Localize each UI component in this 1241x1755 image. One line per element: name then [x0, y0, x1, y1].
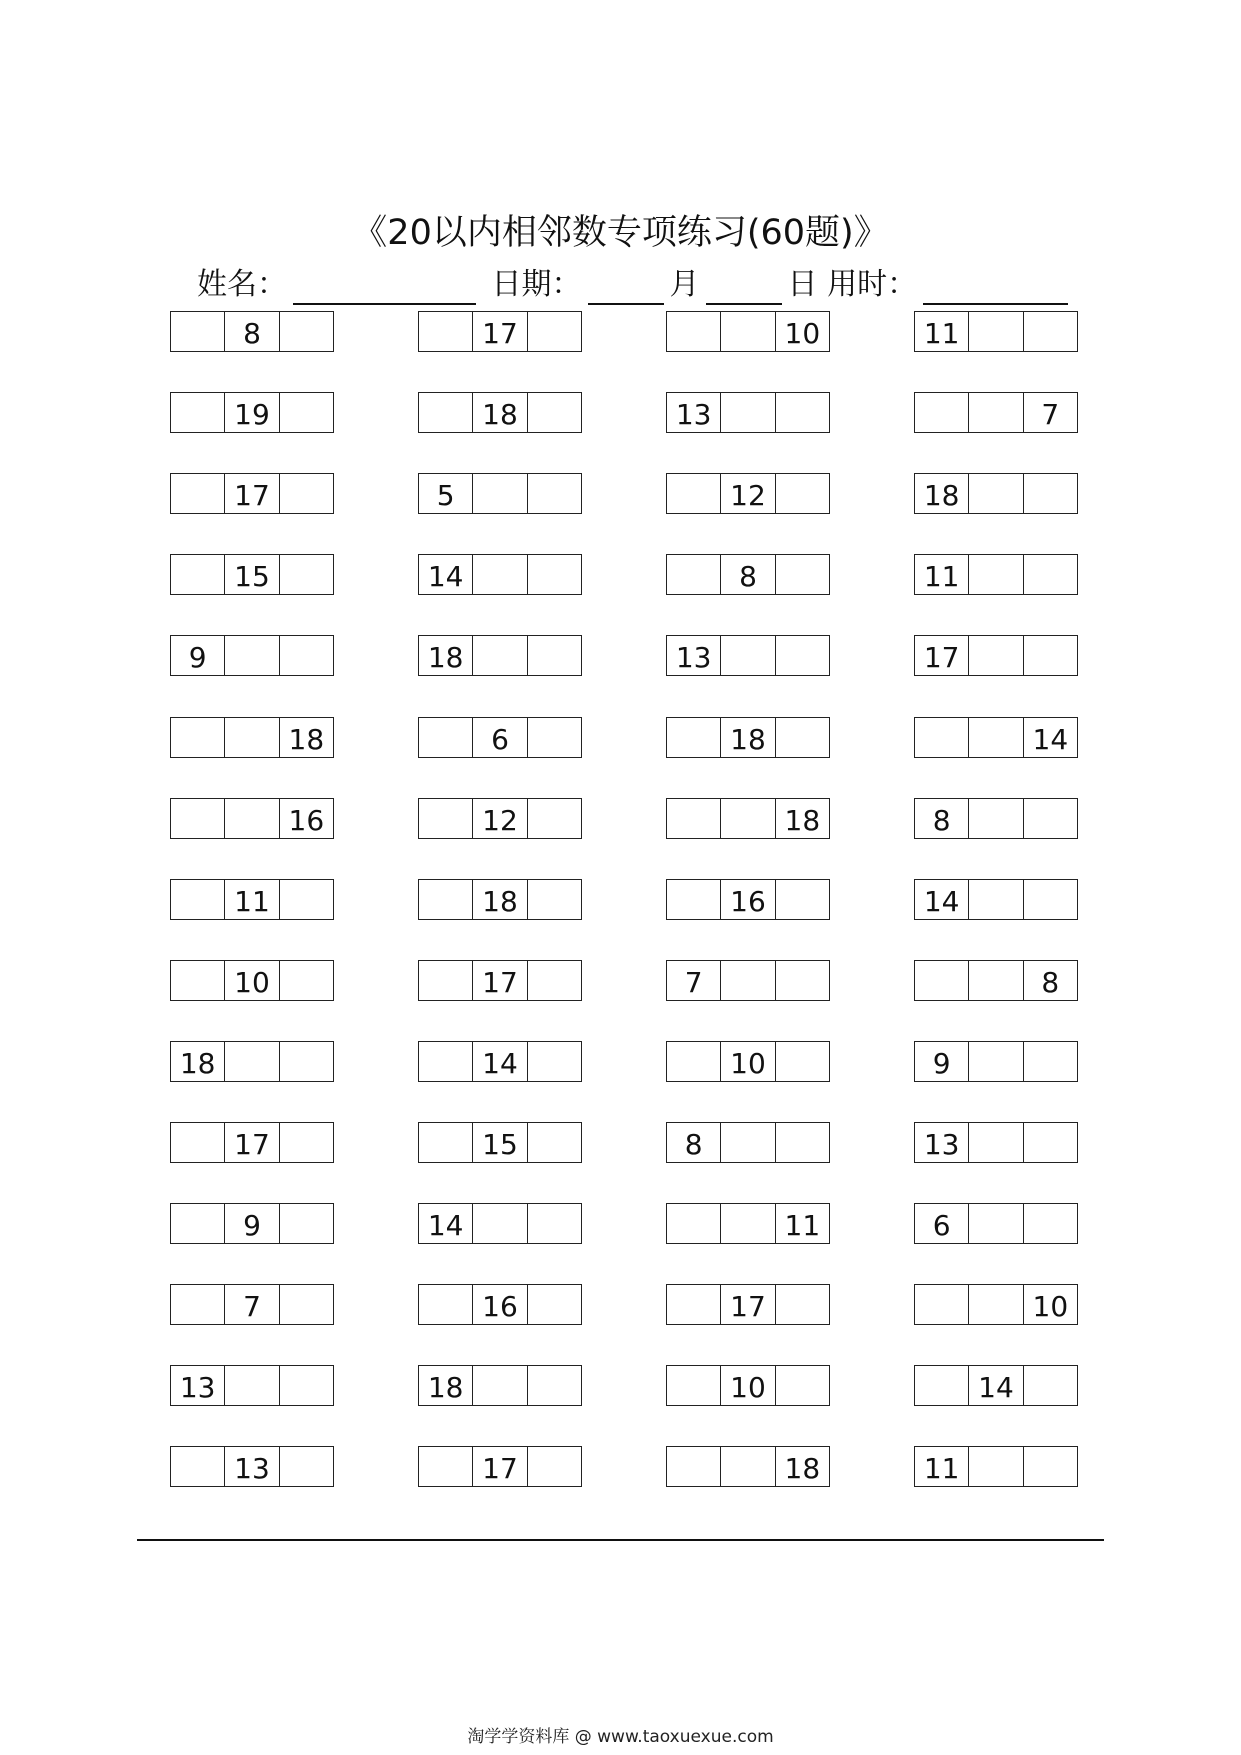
given-number-cell: 8: [915, 799, 969, 838]
neighbor-number-problem: [418, 1041, 582, 1082]
answer-box[interactable]: [171, 312, 225, 351]
given-number-cell: 18: [915, 474, 969, 513]
neighbor-number-problem: [418, 879, 582, 920]
answer-box[interactable]: [528, 555, 581, 594]
footer-watermark: 淘学学资料库 @ www.taoxuexue.com: [467, 1727, 774, 1747]
given-number-cell: 8: [721, 555, 775, 594]
neighbor-number-problem: [666, 635, 830, 676]
neighbor-number-problem: [418, 1365, 582, 1406]
answer-box[interactable]: [473, 474, 527, 513]
answer-box[interactable]: [667, 880, 721, 919]
answer-box[interactable]: [776, 474, 829, 513]
neighbor-number-problem: [666, 717, 830, 758]
given-number-cell: 18: [784, 1452, 821, 1486]
answer-box[interactable]: [280, 474, 333, 513]
neighbor-number-problem: [418, 960, 582, 1001]
answer-box[interactable]: [280, 1042, 333, 1081]
answer-box[interactable]: [225, 1042, 279, 1081]
month-label: 月: [669, 267, 700, 302]
answer-box[interactable]: [969, 474, 1023, 513]
answer-box[interactable]: [171, 1204, 225, 1243]
answer-box[interactable]: [667, 718, 721, 757]
given-number-cell: 7: [225, 1285, 279, 1324]
given-number-cell: 6: [473, 718, 527, 757]
given-number-cell: 14: [969, 1366, 1023, 1405]
answer-box[interactable]: [528, 474, 581, 513]
given-number-cell: 9: [915, 1042, 969, 1081]
given-number-cell: 17: [225, 1123, 279, 1162]
given-number-cell: 16: [288, 803, 325, 837]
given-number-cell: 7: [1041, 398, 1060, 432]
answer-box[interactable]: [528, 393, 581, 432]
given-number-cell: 15: [225, 555, 279, 594]
answer-box[interactable]: [419, 1447, 473, 1486]
given-number-cell: 14: [419, 1204, 473, 1243]
neighbor-number-problem: [170, 635, 334, 676]
answer-box[interactable]: [419, 1042, 473, 1081]
neighbor-number-problem: [418, 554, 582, 595]
neighbor-number-problem: [914, 879, 1078, 920]
neighbor-number-problem: [170, 717, 334, 758]
answer-box[interactable]: [171, 1123, 225, 1162]
answer-box[interactable]: [915, 718, 969, 757]
neighbor-number-problem: [170, 1284, 334, 1325]
answer-box[interactable]: [280, 1447, 333, 1486]
answer-box[interactable]: [280, 636, 333, 675]
neighbor-number-problem: [914, 311, 1078, 352]
neighbor-number-problem: [666, 1203, 830, 1244]
neighbor-number-problem: [418, 1122, 582, 1163]
given-number-cell: 18: [473, 393, 527, 432]
answer-box[interactable]: [1024, 880, 1077, 919]
answer-box[interactable]: [419, 961, 473, 1000]
answer-box[interactable]: [1024, 1366, 1077, 1405]
answer-box[interactable]: [419, 799, 473, 838]
given-number-cell: 13: [667, 393, 721, 432]
neighbor-number-problem: [914, 473, 1078, 514]
neighbor-number-problem: [914, 1284, 1078, 1325]
answer-box[interactable]: [969, 312, 1023, 351]
answer-box[interactable]: [969, 718, 1023, 757]
given-number-cell: 16: [721, 880, 775, 919]
answer-box[interactable]: [473, 636, 527, 675]
given-number-cell: 6: [915, 1204, 969, 1243]
answer-box[interactable]: [776, 880, 829, 919]
answer-box[interactable]: [915, 1285, 969, 1324]
neighbor-number-problem: [914, 1041, 1078, 1082]
given-number-cell: 18: [473, 880, 527, 919]
neighbor-number-problem: [914, 798, 1078, 839]
answer-box[interactable]: [528, 961, 581, 1000]
given-number-cell: 11: [225, 880, 279, 919]
problem-row: [0, 1041, 1241, 1085]
answer-box[interactable]: [225, 636, 279, 675]
neighbor-number-problem: [666, 1284, 830, 1325]
answer-box[interactable]: [528, 880, 581, 919]
answer-box[interactable]: [1024, 1447, 1077, 1486]
answer-box[interactable]: [280, 961, 333, 1000]
given-number-cell: 13: [225, 1447, 279, 1486]
problem-row: [0, 392, 1241, 436]
day-label: 日: [787, 267, 818, 302]
answer-box[interactable]: [667, 1204, 721, 1243]
answer-box[interactable]: [528, 312, 581, 351]
answer-box[interactable]: [969, 1204, 1023, 1243]
answer-box[interactable]: [721, 961, 775, 1000]
problem-row: [0, 473, 1241, 517]
neighbor-number-problem: [170, 1122, 334, 1163]
time-label: 用时：: [827, 267, 918, 302]
problem-row: [0, 1284, 1241, 1328]
problem-row: [0, 1365, 1241, 1409]
month-blank[interactable]: [588, 273, 664, 305]
answer-box[interactable]: [969, 393, 1023, 432]
given-number-cell: 10: [721, 1042, 775, 1081]
neighbor-number-problem: [914, 635, 1078, 676]
time-blank[interactable]: [923, 273, 1068, 305]
given-number-cell: 9: [171, 636, 225, 675]
answer-box[interactable]: [473, 555, 527, 594]
neighbor-number-problem: [170, 1203, 334, 1244]
answer-box[interactable]: [280, 312, 333, 351]
problem-row: [0, 879, 1241, 923]
answer-box[interactable]: [1024, 1204, 1077, 1243]
answer-box[interactable]: [776, 961, 829, 1000]
neighbor-number-problem: [914, 960, 1078, 1001]
answer-box[interactable]: [969, 1285, 1023, 1324]
neighbor-number-problem: [170, 960, 334, 1001]
neighbor-number-problem: [418, 798, 582, 839]
name-blank[interactable]: [293, 273, 476, 305]
problem-row: [0, 1122, 1241, 1166]
given-number-cell: 10: [225, 961, 279, 1000]
answer-box[interactable]: [969, 1042, 1023, 1081]
answer-box[interactable]: [528, 1123, 581, 1162]
answer-box[interactable]: [969, 1447, 1023, 1486]
problem-row: [0, 635, 1241, 679]
answer-box[interactable]: [915, 393, 969, 432]
given-number-cell: 5: [419, 474, 473, 513]
given-number-cell: 18: [784, 803, 821, 837]
neighbor-number-problem: [666, 1122, 830, 1163]
neighbor-number-problem: [418, 1203, 582, 1244]
given-number-cell: 17: [915, 636, 969, 675]
answer-box[interactable]: [667, 555, 721, 594]
neighbor-number-problem: [666, 1041, 830, 1082]
name-label: 姓名：: [197, 267, 287, 302]
answer-box[interactable]: [280, 555, 333, 594]
answer-box[interactable]: [419, 880, 473, 919]
answer-box[interactable]: [1024, 474, 1077, 513]
neighbor-number-problem: [418, 392, 582, 433]
answer-box[interactable]: [915, 1366, 969, 1405]
answer-box[interactable]: [667, 1285, 721, 1324]
given-number-cell: 8: [1041, 965, 1060, 999]
answer-box[interactable]: [528, 1204, 581, 1243]
given-number-cell: 16: [473, 1285, 527, 1324]
problem-row: [0, 960, 1241, 1004]
answer-box[interactable]: [721, 1204, 775, 1243]
neighbor-number-problem: [914, 717, 1078, 758]
neighbor-number-problem: [418, 1284, 582, 1325]
answer-box[interactable]: [473, 1366, 527, 1405]
neighbor-number-problem: [418, 311, 582, 352]
neighbor-number-problem: [170, 879, 334, 920]
divider-line: [137, 1539, 1104, 1541]
answer-box[interactable]: [776, 555, 829, 594]
worksheet-title: 《20以内相邻数专项练习(60题)》: [352, 213, 889, 253]
answer-box[interactable]: [280, 393, 333, 432]
neighbor-number-problem: [914, 1122, 1078, 1163]
answer-box[interactable]: [1024, 312, 1077, 351]
answer-box[interactable]: [171, 718, 225, 757]
answer-box[interactable]: [776, 1366, 829, 1405]
problem-row: [0, 1203, 1241, 1247]
given-number-cell: 17: [225, 474, 279, 513]
answer-box[interactable]: [528, 1042, 581, 1081]
student-info-line: [197, 265, 1074, 305]
answer-box[interactable]: [721, 312, 775, 351]
answer-box[interactable]: [667, 1042, 721, 1081]
answer-box[interactable]: [721, 799, 775, 838]
answer-box[interactable]: [528, 1447, 581, 1486]
answer-box[interactable]: [225, 799, 279, 838]
neighbor-number-problem: [418, 635, 582, 676]
answer-box[interactable]: [171, 961, 225, 1000]
given-number-cell: 18: [419, 1366, 473, 1405]
problem-row: [0, 311, 1241, 355]
problem-row: [0, 554, 1241, 598]
answer-box[interactable]: [969, 880, 1023, 919]
neighbor-number-problem: [170, 798, 334, 839]
neighbor-number-problem: [170, 1041, 334, 1082]
given-number-cell: 17: [721, 1285, 775, 1324]
answer-box[interactable]: [1024, 555, 1077, 594]
answer-box[interactable]: [721, 393, 775, 432]
answer-box[interactable]: [776, 393, 829, 432]
given-number-cell: 7: [667, 961, 721, 1000]
neighbor-number-problem: [914, 392, 1078, 433]
neighbor-number-problem: [666, 879, 830, 920]
answer-box[interactable]: [280, 1204, 333, 1243]
given-number-cell: 14: [419, 555, 473, 594]
given-number-cell: 14: [915, 880, 969, 919]
answer-box[interactable]: [280, 1123, 333, 1162]
answer-box[interactable]: [667, 312, 721, 351]
date-label: 日期：: [491, 267, 582, 302]
answer-box[interactable]: [969, 555, 1023, 594]
given-number-cell: 8: [667, 1123, 721, 1162]
answer-box[interactable]: [667, 1366, 721, 1405]
answer-box[interactable]: [280, 880, 333, 919]
answer-box[interactable]: [171, 880, 225, 919]
neighbor-number-problem: [666, 1365, 830, 1406]
answer-box[interactable]: [528, 799, 581, 838]
neighbor-number-problem: [666, 311, 830, 352]
answer-box[interactable]: [419, 393, 473, 432]
answer-box[interactable]: [419, 1123, 473, 1162]
neighbor-number-problem: [666, 798, 830, 839]
given-number-cell: 19: [225, 393, 279, 432]
given-number-cell: 13: [667, 636, 721, 675]
given-number-cell: 13: [171, 1366, 225, 1405]
answer-box[interactable]: [225, 718, 279, 757]
problem-row: [0, 798, 1241, 842]
answer-box[interactable]: [419, 1285, 473, 1324]
answer-box[interactable]: [721, 1447, 775, 1486]
answer-box[interactable]: [1024, 799, 1077, 838]
answer-box[interactable]: [280, 1285, 333, 1324]
answer-box[interactable]: [171, 1447, 225, 1486]
answer-box[interactable]: [776, 1285, 829, 1324]
neighbor-number-problem: [418, 1446, 582, 1487]
given-number-cell: 18: [171, 1042, 225, 1081]
neighbor-number-problem: [666, 554, 830, 595]
neighbor-number-problem: [914, 1365, 1078, 1406]
given-number-cell: 15: [473, 1123, 527, 1162]
neighbor-number-problem: [418, 717, 582, 758]
neighbor-number-problem: [914, 1446, 1078, 1487]
answer-box[interactable]: [721, 636, 775, 675]
answer-box[interactable]: [528, 1366, 581, 1405]
answer-box[interactable]: [528, 718, 581, 757]
given-number-cell: 8: [225, 312, 279, 351]
answer-box[interactable]: [969, 1123, 1023, 1162]
neighbor-number-problem: [914, 1203, 1078, 1244]
answer-box[interactable]: [969, 636, 1023, 675]
answer-box[interactable]: [225, 1366, 279, 1405]
answer-box[interactable]: [667, 474, 721, 513]
answer-box[interactable]: [171, 474, 225, 513]
answer-box[interactable]: [419, 718, 473, 757]
answer-box[interactable]: [776, 1042, 829, 1081]
neighbor-number-problem: [170, 554, 334, 595]
answer-box[interactable]: [280, 1366, 333, 1405]
answer-box[interactable]: [915, 961, 969, 1000]
answer-box[interactable]: [721, 1123, 775, 1162]
neighbor-number-problem: [170, 311, 334, 352]
answer-box[interactable]: [969, 961, 1023, 1000]
answer-box[interactable]: [969, 799, 1023, 838]
answer-box[interactable]: [528, 636, 581, 675]
answer-box[interactable]: [528, 1285, 581, 1324]
given-number-cell: 17: [473, 1447, 527, 1486]
neighbor-number-problem: [170, 1365, 334, 1406]
given-number-cell: 11: [784, 1209, 821, 1243]
given-number-cell: 12: [721, 474, 775, 513]
neighbor-number-problem: [170, 473, 334, 514]
day-blank[interactable]: [706, 273, 782, 305]
neighbor-number-problem: [666, 960, 830, 1001]
answer-box[interactable]: [473, 1204, 527, 1243]
given-number-cell: 10: [1032, 1290, 1069, 1324]
neighbor-number-problem: [666, 392, 830, 433]
given-number-cell: 17: [473, 961, 527, 1000]
problem-row: [0, 1446, 1241, 1490]
given-number-cell: 18: [288, 722, 325, 756]
given-number-cell: 18: [419, 636, 473, 675]
answer-box[interactable]: [171, 799, 225, 838]
answer-box[interactable]: [667, 799, 721, 838]
given-number-cell: 11: [915, 312, 969, 351]
given-number-cell: 14: [1032, 722, 1069, 756]
answer-box[interactable]: [171, 1285, 225, 1324]
answer-box[interactable]: [776, 1123, 829, 1162]
given-number-cell: 11: [915, 1447, 969, 1486]
given-number-cell: 17: [473, 312, 527, 351]
answer-box[interactable]: [1024, 1042, 1077, 1081]
given-number-cell: 12: [473, 799, 527, 838]
problem-row: [0, 717, 1241, 761]
answer-box[interactable]: [1024, 636, 1077, 675]
answer-box[interactable]: [171, 555, 225, 594]
neighbor-number-problem: [914, 554, 1078, 595]
answer-box[interactable]: [776, 636, 829, 675]
given-number-cell: 14: [473, 1042, 527, 1081]
neighbor-number-problem: [170, 392, 334, 433]
given-number-cell: 11: [915, 555, 969, 594]
answer-box[interactable]: [776, 718, 829, 757]
given-number-cell: 10: [721, 1366, 775, 1405]
neighbor-number-problem: [418, 473, 582, 514]
answer-box[interactable]: [171, 393, 225, 432]
neighbor-number-problem: [666, 1446, 830, 1487]
answer-box[interactable]: [419, 312, 473, 351]
neighbor-number-problem: [666, 473, 830, 514]
given-number-cell: 18: [721, 718, 775, 757]
given-number-cell: 13: [915, 1123, 969, 1162]
answer-box[interactable]: [1024, 1123, 1077, 1162]
answer-box[interactable]: [667, 1447, 721, 1486]
given-number-cell: 9: [225, 1204, 279, 1243]
given-number-cell: 10: [784, 317, 821, 350]
neighbor-number-problem: [170, 1446, 334, 1487]
